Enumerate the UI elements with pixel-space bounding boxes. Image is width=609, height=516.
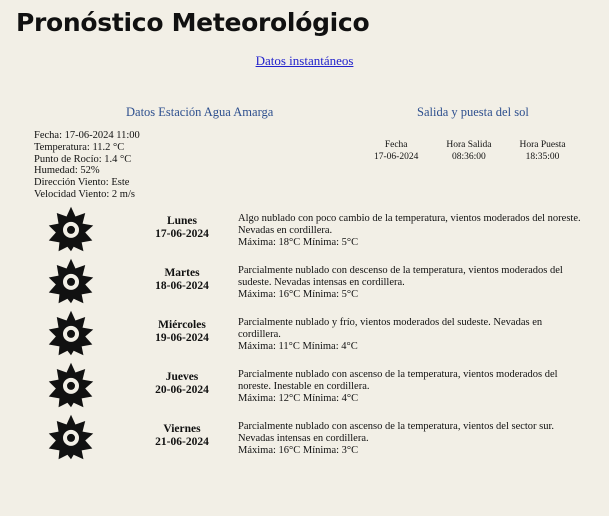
day-date: 17-06-2024 bbox=[155, 228, 209, 240]
list-item bbox=[16, 411, 596, 463]
table-header-row bbox=[360, 140, 580, 152]
day-description bbox=[238, 411, 596, 457]
list-item bbox=[16, 203, 596, 255]
sun-icon bbox=[16, 255, 126, 307]
day-description bbox=[238, 359, 596, 405]
station-line-temperature: Temperatura: 11.2 °C bbox=[34, 141, 125, 153]
instant-data-link-row bbox=[0, 52, 609, 70]
sun-icon bbox=[16, 307, 126, 359]
day-date: 20-06-2024 bbox=[155, 384, 209, 396]
description-text: Parcialmente nublado y frío, vientos moderados del sudeste. Nevadas en cordillera. bbox=[238, 317, 543, 340]
description-text: Parcialmente nublado con ascenso de la temperatura, vientos del sector sur. Nevadas intensas en cordillera. bbox=[238, 421, 555, 444]
day-label bbox=[126, 411, 238, 449]
temperature-text: Máxima: 12°C Mínima: 4°C bbox=[238, 393, 359, 404]
cell-date: 17-06-2024 bbox=[374, 152, 419, 162]
sun-icon bbox=[16, 359, 126, 411]
description-text: Algo nublado con poco cambio de la temperatura, vientos moderados del noreste. Nevadas en cordillera. bbox=[238, 213, 581, 236]
day-name: Martes bbox=[164, 267, 200, 279]
temperature-text: Máxima: 18°C Mínima: 5°C bbox=[238, 237, 359, 248]
day-date: 19-06-2024 bbox=[155, 332, 209, 344]
day-label bbox=[126, 307, 238, 345]
day-date: 18-06-2024 bbox=[155, 280, 209, 292]
temperature-text: Máxima: 16°C Mínima: 3°C bbox=[238, 445, 359, 456]
day-name: Miércoles bbox=[158, 319, 206, 331]
description-text: Parcialmente nublado con ascenso de la temperatura, vientos moderados del noreste. Inestable en cordillera. bbox=[238, 369, 558, 392]
day-description bbox=[238, 203, 596, 249]
column-header-sunset: Hora Puesta bbox=[519, 140, 566, 150]
station-line-date: Fecha: 17-06-2024 11:00 bbox=[34, 130, 140, 141]
forecast-list bbox=[16, 203, 596, 463]
table-row bbox=[360, 152, 580, 162]
temperature-text: Máxima: 11°C Mínima: 4°C bbox=[238, 341, 358, 352]
list-item bbox=[16, 307, 596, 359]
day-label bbox=[126, 359, 238, 397]
day-description bbox=[238, 307, 596, 353]
station-data-block bbox=[34, 130, 140, 201]
station-line-dewpoint: Punto de Rocío: 1.4 °C bbox=[34, 153, 132, 165]
sunrise-sunset-table bbox=[360, 140, 580, 162]
column-header-date: Fecha bbox=[384, 140, 408, 150]
sun-section-heading: Salida y puesta del sol bbox=[417, 105, 529, 119]
sun-icon bbox=[16, 203, 126, 255]
column-header-sunrise: Hora Salida bbox=[446, 140, 492, 150]
day-name: Viernes bbox=[163, 423, 201, 435]
station-line-wind-speed: Velocidad Viento: 2 m/s bbox=[34, 188, 135, 200]
list-item bbox=[16, 255, 596, 307]
cell-sunset: 18:35:00 bbox=[525, 152, 560, 162]
temperature-text: Máxima: 16°C Mínima: 5°C bbox=[238, 289, 359, 300]
day-name: Jueves bbox=[165, 371, 199, 383]
day-description bbox=[238, 255, 596, 301]
cell-sunrise: 08:36:00 bbox=[452, 152, 486, 162]
station-line-humidity: Humedad: 52% bbox=[34, 165, 100, 177]
day-label bbox=[126, 203, 238, 241]
sun-icon bbox=[16, 411, 126, 463]
list-item bbox=[16, 359, 596, 411]
description-text: Parcialmente nublado con descenso de la temperatura, vientos moderados del sudeste. Nevadas intensas en cordillera. bbox=[238, 265, 563, 288]
instant-data-link[interactable]: Datos instantáneos bbox=[255, 53, 354, 68]
day-date: 21-06-2024 bbox=[155, 436, 209, 448]
station-section-heading: Datos Estación Agua Amarga bbox=[126, 105, 274, 119]
page-title: Pronóstico Meteorológico bbox=[16, 8, 370, 37]
day-name: Lunes bbox=[166, 215, 198, 227]
station-line-wind-direction: Dirección Viento: Este bbox=[34, 177, 130, 189]
day-label bbox=[126, 255, 238, 293]
